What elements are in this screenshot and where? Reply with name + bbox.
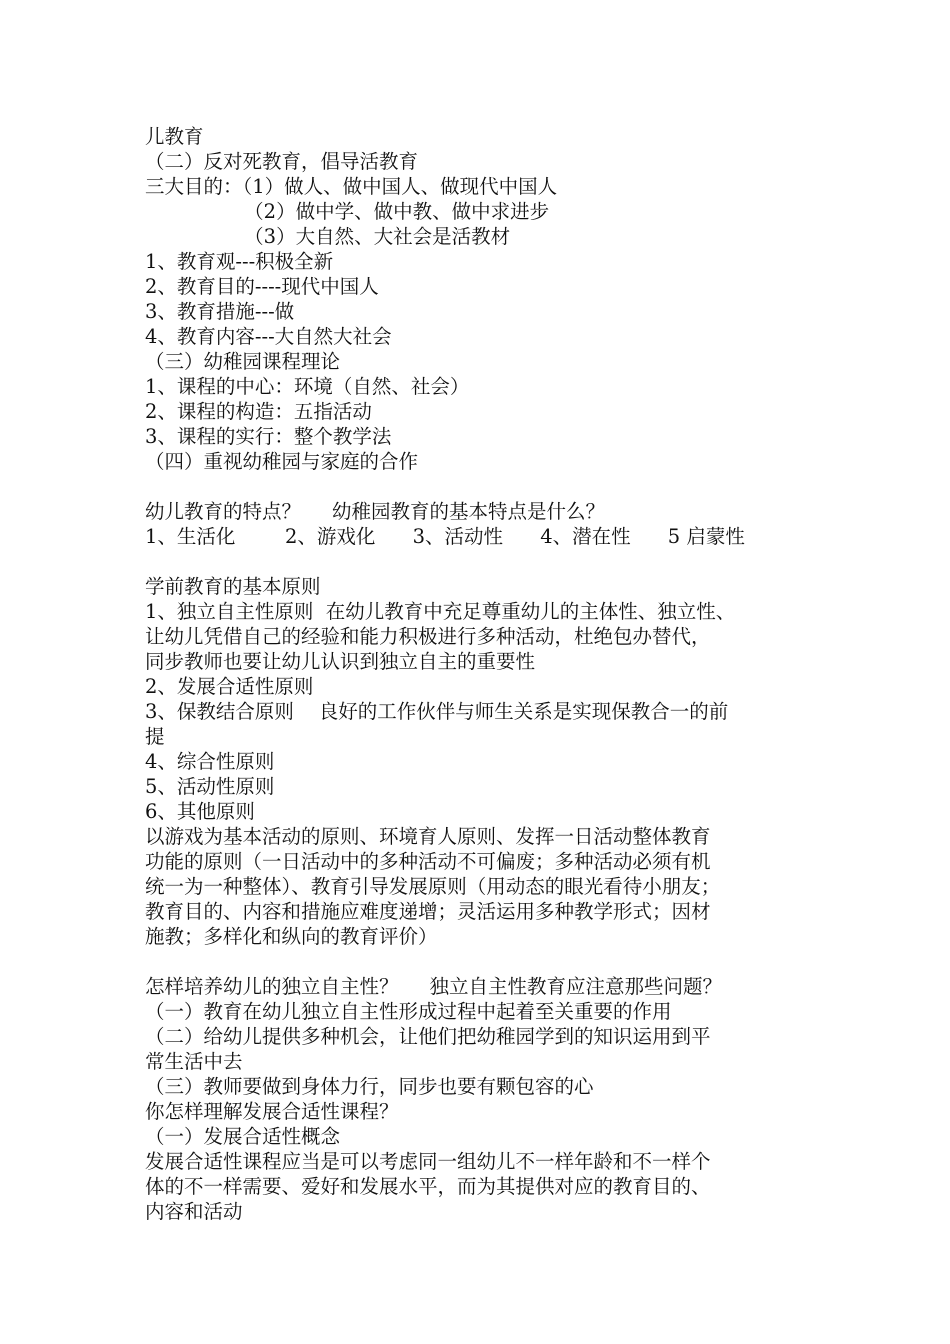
text-line: 1、课程的中心：环境（自然、社会） (145, 375, 470, 398)
text-line: 同步教师也要让幼儿认识到独立自主的重要性 (145, 650, 536, 673)
document-body (145, 124, 835, 1224)
text-line: 体的不一样需要、爱好和发展水平，而为其提供对应的教育目的、 (145, 1175, 711, 1198)
question-heading: 你怎样理解发展合适性课程？ (145, 1100, 399, 1123)
text-line: 4、教育内容---大自然大社会 (145, 325, 392, 348)
text-line: 三大目的：（1）做人、做中国人、做现代中国人 (145, 175, 558, 198)
text-line: 4、综合性原则 (145, 750, 275, 773)
text-line: 2、发展合适性原则 (145, 675, 314, 698)
section-heading: （二）给幼儿提供多种机会，让他们把幼稚园学到的知识运用到平 (145, 1025, 711, 1048)
text-line: 3、课程的实行：整个教学法 (145, 425, 392, 448)
section-heading: （二）反对死教育，倡导活教育 (145, 150, 419, 173)
text-line: （3）大自然、大社会是活教材 (145, 225, 511, 248)
text-line: 儿教育 (145, 125, 204, 148)
text-line: 统一为一种整体）、教育引导发展原则（用动态的眼光看待小朋友； (145, 875, 721, 898)
section-heading: （一）发展合适性概念 (145, 1125, 341, 1148)
section-heading: （四）重视幼稚园与家庭的合作 (145, 450, 419, 473)
text-line: 2、课程的构造：五指活动 (145, 400, 372, 423)
text-line: 让幼儿凭借自己的经验和能力积极进行多种活动，杜绝包办替代， (145, 625, 711, 648)
text-line: 常生活中去 (145, 1050, 243, 1073)
text-line: 以游戏为基本活动的原则、环境育人原则、发挥一日活动整体教育 (145, 825, 711, 848)
text-line: 5、活动性原则 (145, 775, 275, 798)
text-line: 施教；多样化和纵向的教育评价） (145, 925, 438, 948)
section-heading: （三）幼稚园课程理论 (145, 350, 341, 373)
section-heading: （一）教育在幼儿独立自主性形成过程中起着至关重要的作用 (145, 1000, 672, 1023)
text-line: 内容和活动 (145, 1200, 243, 1223)
text-line: 1、独立自主性原则 在幼儿教育中充足尊重幼儿的主体性、独立性、 (145, 600, 736, 623)
question-heading: 怎样培养幼儿的独立自主性？ 独立自主性教育应注意那些问题？ (145, 975, 722, 998)
question-heading: 学前教育的基本原则 (145, 575, 321, 598)
text-line: 2、教育目的----现代中国人 (145, 275, 379, 298)
blank-line (145, 549, 835, 574)
text-line: 1、教育观---积极全新 (145, 250, 334, 273)
text-line: （2）做中学、做中教、做中求进步 (145, 200, 550, 223)
text-line: 发展合适性课程应当是可以考虑同一组幼儿不一样年龄和不一样个 (145, 1150, 711, 1173)
blank-line (145, 474, 835, 499)
text-line: 功能的原则（一日活动中的多种活动不可偏废；多种活动必须有机 (145, 850, 711, 873)
text-line: 1、生活化 2、游戏化 3、活动性 4、潜在性 5 启蒙性 (145, 525, 745, 548)
text-line: 教育目的、内容和措施应难度递增；灵活运用多种教学形式；因材 (145, 900, 711, 923)
text-line: 6、其他原则 (145, 800, 255, 823)
text-line: 提 (145, 725, 165, 748)
blank-line (145, 949, 835, 974)
question-heading: 幼儿教育的特点？ 幼稚园教育的基本特点是什么？ (145, 500, 605, 523)
text-line: 3、保教结合原则 良好的工作伙伴与师生关系是实现保教合一的前 (145, 700, 729, 723)
text-line: 3、教育措施---做 (145, 300, 295, 323)
section-heading: （三）教师要做到身体力行，同步也要有颗包容的心 (145, 1075, 594, 1098)
